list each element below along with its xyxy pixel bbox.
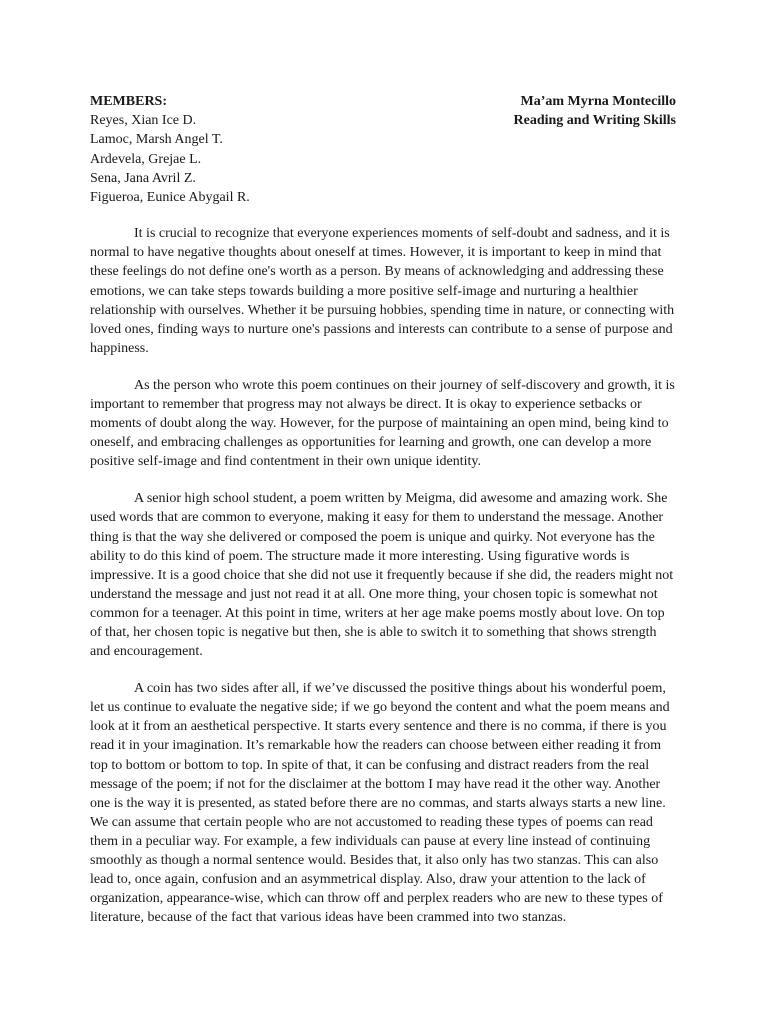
subject-name: Reading and Writing Skills xyxy=(513,113,676,129)
member-name: Lamoc, Marsh Angel T. xyxy=(90,132,223,148)
members-label: MEMBERS: xyxy=(90,94,167,109)
document-page xyxy=(90,92,676,945)
teacher-block xyxy=(514,92,676,130)
members-block xyxy=(90,92,250,207)
member-name: Sena, Jana Avril Z. xyxy=(90,170,196,186)
teacher-name: Ma’am Myrna Montecillo xyxy=(520,94,676,109)
member-name: Figueroa, Eunice Abygail R. xyxy=(90,190,250,206)
paragraph: A senior high school student, a poem written by Meigma, did awesome and amazing work. She used words that are common to everyone, making it easy for them to understand the message. Another thing is that the way she delivered or composed the poem is unique and quirky. Not everyone has the ability to do this kind of poem. The structure made it more interesting. Using figurative words is impressive. It is a good choice that she did not use it frequently because if she did, the readers might not understand the message and just not read it at all. One more thing, your chosen topic is somewhat not common for a teenager. At this point in time, writers at her age make poems mostly about love. On top of that, her chosen topic is negative but then, she is able to switch it to something that shows strength and encouragement. xyxy=(90,491,674,660)
paragraph: A coin has two sides after all, if we’ve discussed the positive things about his wonderful poem, let us continue to evaluate the negative side; if we go beyond the content and what the poem means and look at it from an aesthetical perspective. It starts every sentence and there is no comma, if there is you read it in your imagination. It’s remarkable how the readers can choose between either reading it from top to bottom or bottom to top. In spite of that, it can be confusing and distract readers from the real message of the poem; if not for the disclaimer at the bottom I may have read it the other way. Another one is the way it is presented, as stated before there are no commas, and starts always starts a new line. We can assume that certain people who are not accustomed to reading these types of poems can read them in a peculiar way. For example, a few individuals can pause at every line instead of continuing smoothly as though a normal sentence would. Besides that, it also only has two stanzas. This can also lead to, once again, confusion and an asymmetrical display. Also, draw your attention to the lack of organization, appearance-wise, which can throw off and perplex readers who are new to these types of literature, because of the fact that various ideas have been crammed into two stanzas. xyxy=(90,681,670,926)
member-name: Reyes, Xian Ice D. xyxy=(90,113,197,129)
paragraph: As the person who wrote this poem continues on their journey of self-discovery and growth, it is important to remember that progress may not always be direct. It is okay to experience setbacks or moments of doubt along the way. However, for the purpose of maintaining an open mind, being kind to oneself, and embracing challenges as opportunities for learning and growth, one can develop a more positive self-image and find contentment in their own unique identity. xyxy=(90,377,675,470)
document-header xyxy=(90,92,676,207)
paragraph: It is crucial to recognize that everyone experiences moments of self-doubt and sadness, and it is normal to have negative thoughts about oneself at times. However, it is important to keep in mind that these feelings do not define one's worth as a person. By means of acknowledging and addressing these emotions, we can take steps towards building a more positive self-image and nurturing a healthier relationship with ourselves. Whether it be pursuing hobbies, spending time in nature, or connecting with loved ones, finding ways to nurture one's passions and interests can contribute to a sense of purpose and happiness. xyxy=(90,226,675,356)
member-name: Ardevela, Grejae L. xyxy=(90,151,202,167)
document-body xyxy=(90,224,676,927)
